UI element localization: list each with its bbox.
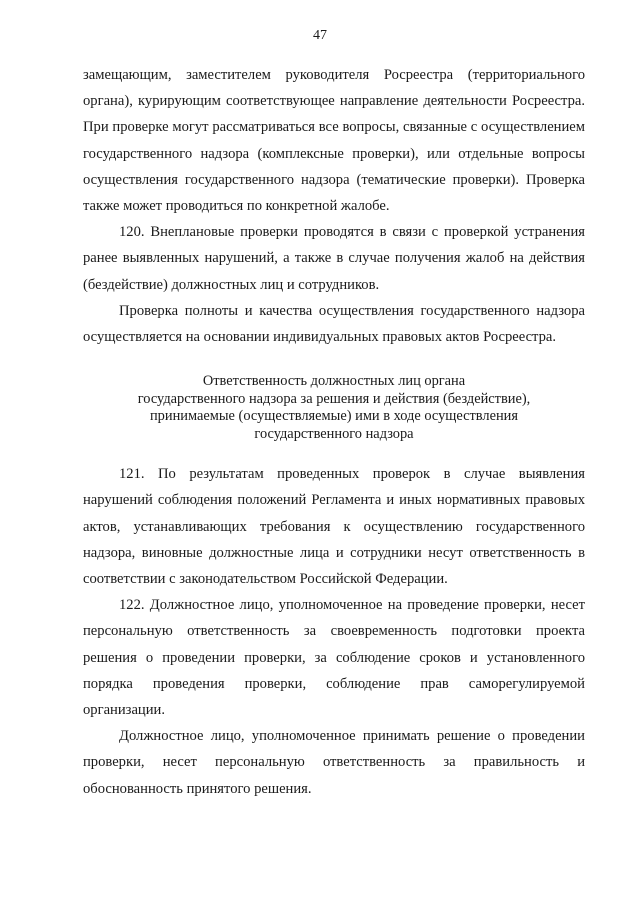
paragraph-continuation: замещающим, заместителем руководителя Росреестра (территориального органа), курирующим соответствующее направление деятельности Росреестра. При проверке могут рассматриваться все вопросы, связанные с осуществлением государственного надзора (комплексные проверки), или отдельные вопросы осуществления государственного надзора (тематические проверки). Проверка также может проводиться по конкретной жалобе. [83, 67, 585, 215]
section-heading-line: принимаемые (осуществляемые) ими в ходе осуществления [149, 408, 518, 425]
document-body [83, 62, 585, 802]
section-heading-line: Ответственность должностных лиц органа [202, 373, 466, 390]
section-heading-line: государственного надзора [254, 425, 414, 442]
page-number: 47 [313, 28, 327, 43]
paragraph-120: 120. Внеплановые проверки проводятся в связи с проверкой устранения ранее выявленных нарушений, а также в случае получения жалоб на действия (бездействие) должностных лиц и сотрудников. [83, 224, 585, 293]
paragraph-verification-basis: Проверка полноты и качества осуществления государственного надзора осуществляется на основании индивидуальных правовых актов Росреестра. [83, 302, 585, 346]
paragraph-decision-responsibility: Должностное лицо, уполномоченное принимать решение о проведении проверки, несет персональную ответственность за правильность и обоснованность принятого решения. [83, 728, 585, 797]
paragraph-121: 121. По результатам проведенных проверок в случае выявления нарушений соблюдения положений Регламента и иных нормативных правовых актов, устанавливающих требования к осуществлению государственного надзора, виновные должностные лица и сотрудники несут ответственность в соответствии с законодательством Российской Федерации. [83, 466, 585, 588]
section-heading-line: государственного надзора за решения и действия (бездействие), [137, 390, 531, 407]
section-heading [83, 373, 585, 443]
paragraph-122: 122. Должностное лицо, уполномоченное на проведение проверки, несет персональную ответственность за своевременность подготовки проекта решения о проведении проверки, за соблюдение сроков и установленного порядка проведения проверки, соблюдение прав саморегулируемой организации. [83, 597, 585, 719]
